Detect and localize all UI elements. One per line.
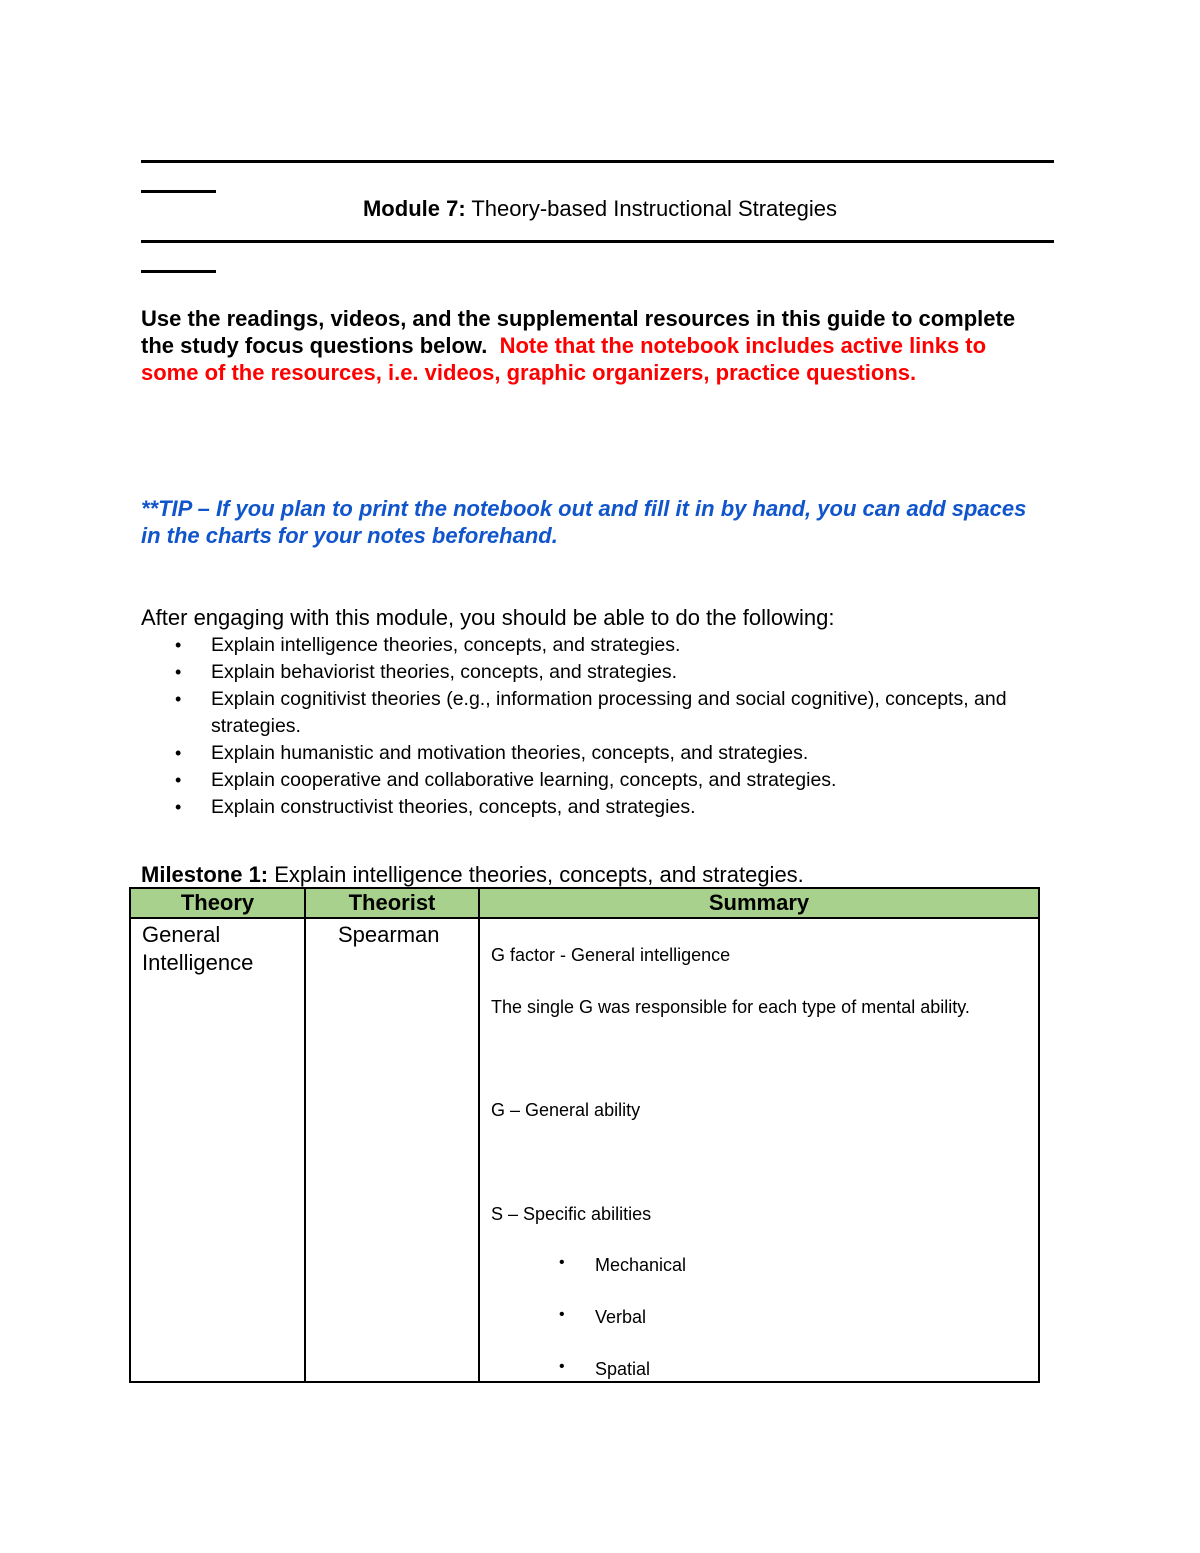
list-item xyxy=(141,632,1071,659)
header-theory: Theory xyxy=(130,888,305,918)
sub-item-text: Mechanical xyxy=(595,1255,687,1275)
bullet-icon: • xyxy=(175,743,182,763)
list-item xyxy=(141,794,1071,821)
milestone-label: Milestone 1: xyxy=(141,862,269,887)
intro-instructions: Use the readings, videos, and the supplemental resources in this guide to complete the study focus questions below. xyxy=(141,306,1016,358)
sub-item-text: Verbal xyxy=(595,1307,647,1327)
list-item xyxy=(141,740,1071,767)
list-item xyxy=(141,686,1071,740)
list-item xyxy=(141,659,1071,686)
milestone-heading xyxy=(141,862,804,888)
list-item xyxy=(141,767,1071,794)
objective-text: Explain cognitivist theories (e.g., information processing and social cognitive), concepts, and strategies. xyxy=(211,688,1007,737)
divider-line xyxy=(141,240,1054,243)
table-header-row xyxy=(130,888,1039,918)
objective-text: Explain intelligence theories, concepts, and strategies. xyxy=(211,634,681,656)
theorist-text: Spearman xyxy=(338,922,440,947)
sub-item-text: Spatial xyxy=(595,1359,651,1379)
summary-line: S – Specific abilities xyxy=(491,1204,652,1224)
summary-line: G – General ability xyxy=(491,1100,641,1120)
summary-line: The single G was responsible for each type of mental ability. xyxy=(491,997,970,1017)
milestone-text: Explain intelligence theories, concepts, and strategies. xyxy=(268,862,804,887)
bullet-icon: • xyxy=(175,770,182,790)
bullet-icon: • xyxy=(559,1254,565,1271)
objective-text: Explain behaviorist theories, concepts, and strategies. xyxy=(211,661,678,683)
bullet-icon: • xyxy=(175,689,182,709)
objective-text: Explain constructivist theories, concepts, and strategies. xyxy=(211,796,696,818)
bullet-icon: • xyxy=(559,1306,565,1323)
objective-text: Explain humanistic and motivation theories, concepts, and strategies. xyxy=(211,742,809,764)
objectives-list xyxy=(141,632,1071,821)
cell-summary[interactable] xyxy=(479,918,1039,1382)
bullet-icon: • xyxy=(175,635,182,655)
objective-text: Explain cooperative and collaborative learning, concepts, and strategies. xyxy=(211,769,837,791)
sub-list-item xyxy=(559,1306,647,1328)
sub-list-item xyxy=(559,1254,687,1276)
objectives-lead: After engaging with this module, you should be able to do the following: xyxy=(141,605,835,630)
module-title xyxy=(0,196,1200,222)
module-title-text: Theory-based Instructional Strategies xyxy=(465,196,838,221)
sub-list-item xyxy=(559,1358,651,1380)
theory-table xyxy=(129,887,1040,1383)
theory-text: General Intelligence xyxy=(142,922,254,975)
intro-paragraph xyxy=(141,305,1041,386)
objectives-section xyxy=(141,604,1071,821)
divider-line-short xyxy=(141,190,216,193)
bullet-icon: • xyxy=(175,797,182,817)
bullet-icon: • xyxy=(175,662,182,682)
header-summary: Summary xyxy=(479,888,1039,918)
tip-paragraph: **TIP – If you plan to print the notebook out and fill it in by hand, you can add spaces in the charts for your notes beforehand. xyxy=(141,496,1027,548)
header-theorist: Theorist xyxy=(305,888,479,918)
divider-line xyxy=(141,160,1054,163)
cell-theory[interactable] xyxy=(130,918,305,1382)
module-label: Module 7: xyxy=(362,196,466,221)
summary-line: G factor - General intelligence xyxy=(491,945,731,965)
bullet-icon: • xyxy=(559,1358,565,1375)
divider-line-short xyxy=(141,270,216,273)
cell-theorist[interactable] xyxy=(305,918,479,1382)
table-row xyxy=(130,918,1039,1382)
intro-note: Note that the notebook includes active links to some of the resources, i.e. videos, graphic organizers, practice questions. xyxy=(141,333,987,385)
